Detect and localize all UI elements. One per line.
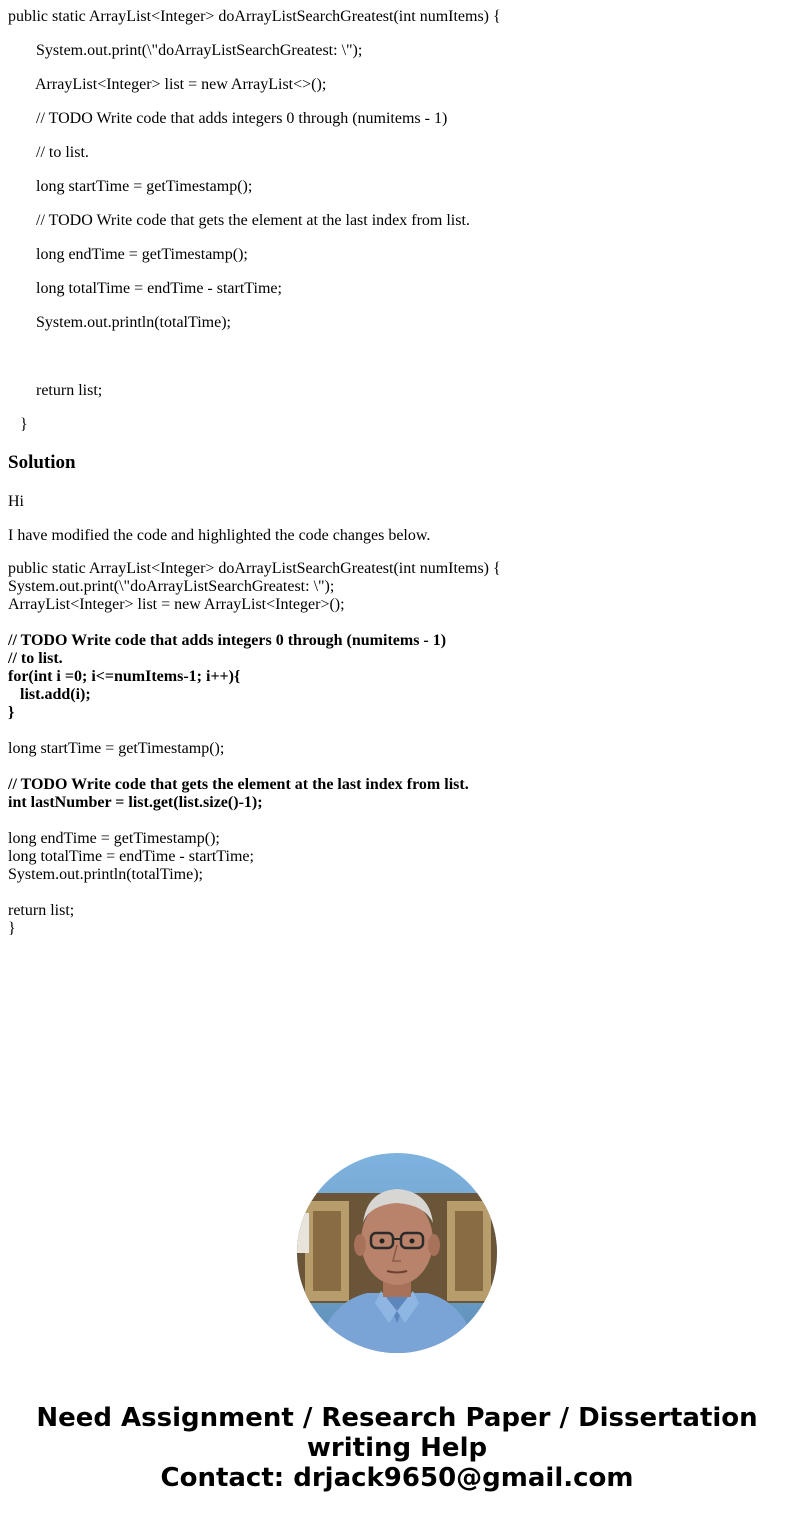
question-line: System.out.println(totalTime); — [36, 314, 231, 331]
solution-intro: I have modified the code and highlighted the code changes below. — [8, 527, 431, 544]
question-line: System.out.print(\"doArrayListSearchGreatest: \"); — [36, 42, 363, 59]
question-line: // to list. — [36, 144, 89, 161]
question-line: } — [20, 416, 28, 433]
solution-greeting: Hi — [8, 493, 24, 510]
code-line-highlighted: for(int i =0; i<=numItems-1; i++){ — [8, 668, 241, 685]
question-line: long startTime = getTimestamp(); — [36, 178, 253, 195]
question-line: long totalTime = endTime - startTime; — [36, 280, 282, 297]
solution-heading: Solution — [8, 452, 76, 473]
code-line: long totalTime = endTime - startTime; — [8, 848, 254, 865]
code-line: System.out.println(totalTime); — [8, 866, 203, 883]
footer-contact: Contact: drjack9650@gmail.com — [160, 1463, 634, 1493]
code-line-highlighted: // to list. — [8, 650, 63, 667]
footer-line: Need Assignment / Research Paper / Dissertation — [36, 1403, 758, 1433]
code-line-highlighted: } — [8, 704, 15, 721]
code-line: return list; — [8, 902, 75, 919]
code-line: long endTime = getTimestamp(); — [8, 830, 220, 847]
code-line: public static ArrayList<Integer> doArrayListSearchGreatest(int numItems) { — [8, 560, 501, 577]
code-line: long startTime = getTimestamp(); — [8, 740, 225, 757]
question-line: long endTime = getTimestamp(); — [36, 246, 248, 263]
solution-code — [8, 560, 501, 938]
code-line-highlighted: list.add(i); — [8, 686, 91, 703]
question-code — [0, 0, 794, 436]
question-line: // TODO Write code that adds integers 0 through (numitems - 1) — [36, 110, 448, 127]
portrait-photo-icon — [297, 1153, 497, 1353]
contact-banner — [0, 1403, 794, 1493]
question-line: return list; — [36, 382, 103, 399]
question-line: // TODO Write code that gets the element at the last index from list. — [36, 212, 470, 229]
question-line: public static ArrayList<Integer> doArrayListSearchGreatest(int numItems) { — [8, 8, 501, 25]
code-line-highlighted: int lastNumber = list.get(list.size()-1); — [8, 794, 263, 811]
code-line-highlighted: // TODO Write code that gets the element at the last index from list. — [8, 776, 469, 793]
code-line: } — [8, 920, 16, 937]
code-line: ArrayList<Integer> list = new ArrayList<Integer>(); — [8, 596, 345, 613]
code-line-highlighted: // TODO Write code that adds integers 0 through (numitems - 1) — [8, 632, 447, 649]
footer-line: writing Help — [306, 1433, 488, 1463]
question-line: ArrayList<Integer> list = new ArrayList<>(); — [35, 76, 327, 93]
code-line: System.out.print(\"doArrayListSearchGreatest: \"); — [8, 578, 335, 595]
